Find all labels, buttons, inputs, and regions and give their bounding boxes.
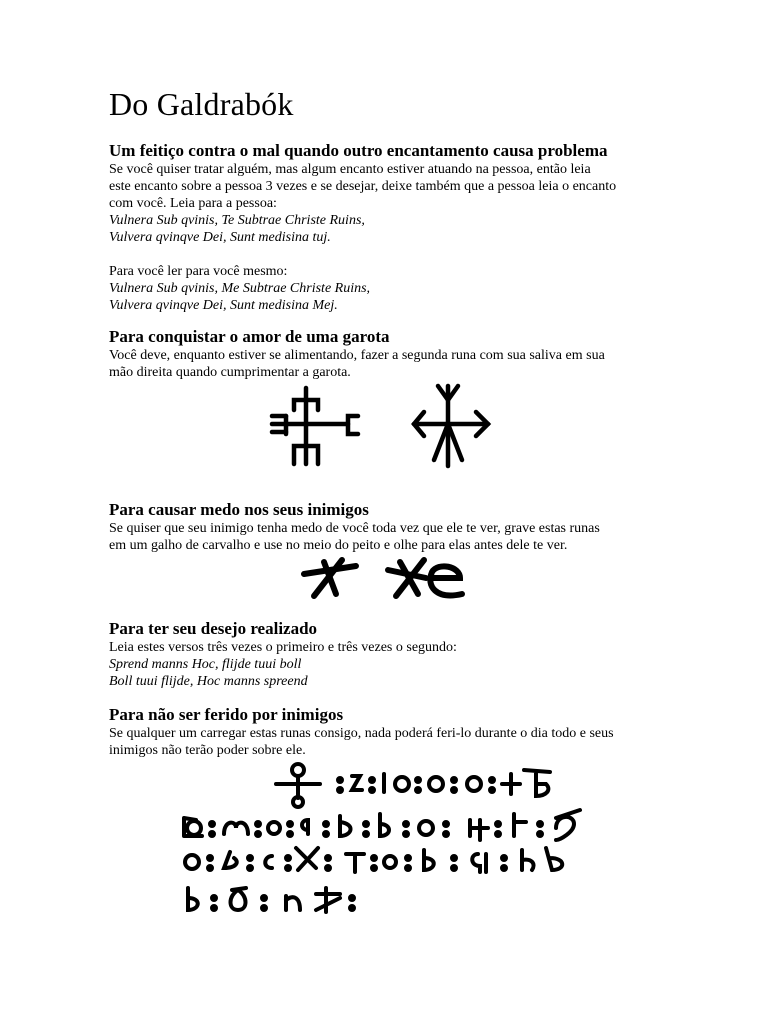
body-line: Para você ler para você mesmo:	[109, 264, 288, 279]
body-line: Se qualquer um carregar estas runas consigo, nada poderá feri-lo durante o dia todo e seus	[109, 726, 614, 741]
body-line: Você deve, enquanto estiver se alimentando, fazer a segunda runa com sua saliva em sua	[109, 348, 605, 363]
section-love	[109, 327, 664, 381]
fear-runes-icon	[300, 556, 470, 606]
body-line: Leia estes versos três vezes o primeiro e três vezes o segundo:	[109, 640, 457, 655]
section-wish	[109, 619, 664, 690]
verse-line: Vulvera qvinqve Dei, Sunt medisina Mej.	[109, 298, 338, 313]
section-fear	[109, 500, 664, 554]
verse-line: Vulvera qvinqve Dei, Sunt medisina tuj.	[109, 230, 331, 245]
section-heading: Para conquistar o amor de uma garota	[109, 327, 390, 346]
section-evil-spell	[109, 141, 664, 314]
verse-line: Boll tuui flijde, Hoc manns spreend	[109, 674, 308, 689]
section-heading: Para causar medo nos seus inimigos	[109, 500, 369, 519]
body-line: com você. Leia para a pessoa:	[109, 196, 277, 211]
section-heading: Para não ser ferido por inimigos	[109, 705, 344, 724]
verse-line: Sprend manns Hoc, flijde tuui boll	[109, 657, 302, 672]
section-heading: Um feitiço contra o mal quando outro encantamento causa problema	[109, 141, 608, 160]
body-line: Se você quiser tratar alguém, mas algum encanto estiver atuando na pessoa, então leia	[109, 162, 591, 177]
body-line: inimigos não terão poder sobre ele.	[109, 743, 306, 758]
body-line: mão direita quando cumprimentar a garota.	[109, 365, 351, 380]
body-line: em um galho de carvalho e use no meio do peito e olhe para elas antes dele te ver.	[109, 538, 568, 553]
section-protection	[109, 705, 664, 759]
section-heading: Para ter seu desejo realizado	[109, 619, 318, 638]
rune-script-icon	[180, 762, 590, 922]
body-line: este encanto sobre a pessoa 3 vezes e se desejar, deixe também que a pessoa leia o encanto	[109, 179, 617, 194]
verse-line: Vulnera Sub qvinis, Te Subtrae Christe Ruins,	[109, 213, 365, 228]
verse-line: Vulnera Sub qvinis, Me Subtrae Christe Ruins,	[109, 281, 371, 296]
body-line: Se quiser que seu inimigo tenha medo de você toda vez que ele te ver, grave estas runas	[109, 521, 600, 536]
page-title: Do Galdrabók	[109, 86, 294, 122]
two-staves-icon	[262, 378, 532, 470]
